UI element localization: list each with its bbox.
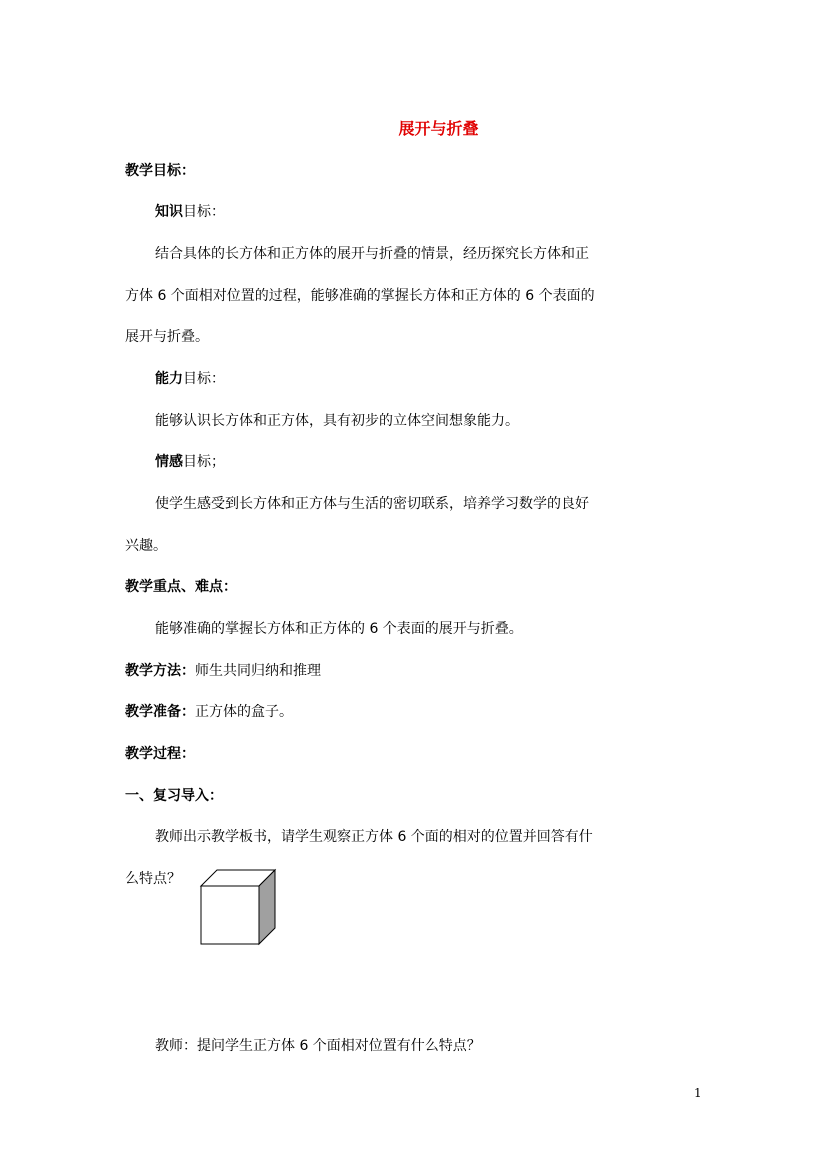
process-heading: 教学过程： (125, 746, 195, 762)
key-points-heading: 教学重点、难点： (125, 579, 237, 595)
teaching-method (125, 662, 321, 680)
section1-question: 教师：提问学生正方体 6 个面相对位置有什么特点？ (155, 1038, 481, 1054)
ability-objective-heading (155, 370, 225, 388)
document-title: 展开与折叠 (398, 119, 479, 138)
knowledge-objective-heading (155, 203, 225, 221)
knowledge-line-3: 展开与折叠。 (125, 329, 209, 345)
method-text: 师生共同归纳和推理 (195, 663, 321, 679)
emotion-line-1: 使学生感受到长方体和正方体与生活的密切联系，培养学习数学的良好 (155, 496, 589, 512)
objectives-heading: 教学目标： (125, 163, 195, 179)
cube-front-face (201, 886, 259, 944)
knowledge-line-2: 方体 6 个面相对位置的过程，能够准确的掌握长方体和正方体的 6 个表面的 (125, 288, 595, 304)
ability-text: 能够认识长方体和正方体，具有初步的立体空间想象能力。 (155, 413, 519, 429)
preparation-text: 正方体的盒子。 (195, 704, 293, 720)
teaching-preparation (125, 703, 293, 721)
key-points-text: 能够准确的掌握长方体和正方体的 6 个表面的展开与折叠。 (155, 621, 523, 637)
emotion-suffix: 目标； (183, 454, 225, 470)
emotion-label: 情感 (155, 454, 183, 470)
knowledge-line-1: 结合具体的长方体和正方体的展开与折叠的情景，经历探究长方体和正 (155, 246, 589, 262)
emotion-line-2: 兴趣。 (125, 538, 167, 554)
section1-line-1: 教师出示教学板书，请学生观察正方体 6 个面的相对的位置并回答有什 (155, 829, 593, 845)
preparation-label: 教学准备： (125, 704, 195, 720)
emotion-objective-heading (155, 453, 225, 471)
cube-figure (197, 866, 279, 948)
section1-line-2: 么特点？ (125, 871, 181, 887)
page-number: 1 (694, 1086, 702, 1100)
knowledge-suffix: 目标： (183, 204, 225, 220)
ability-suffix: 目标： (183, 371, 225, 387)
method-label: 教学方法： (125, 663, 195, 679)
knowledge-label: 知识 (155, 204, 183, 220)
section1-heading: 一、复习导入： (125, 788, 223, 804)
ability-label: 能力 (155, 371, 183, 387)
